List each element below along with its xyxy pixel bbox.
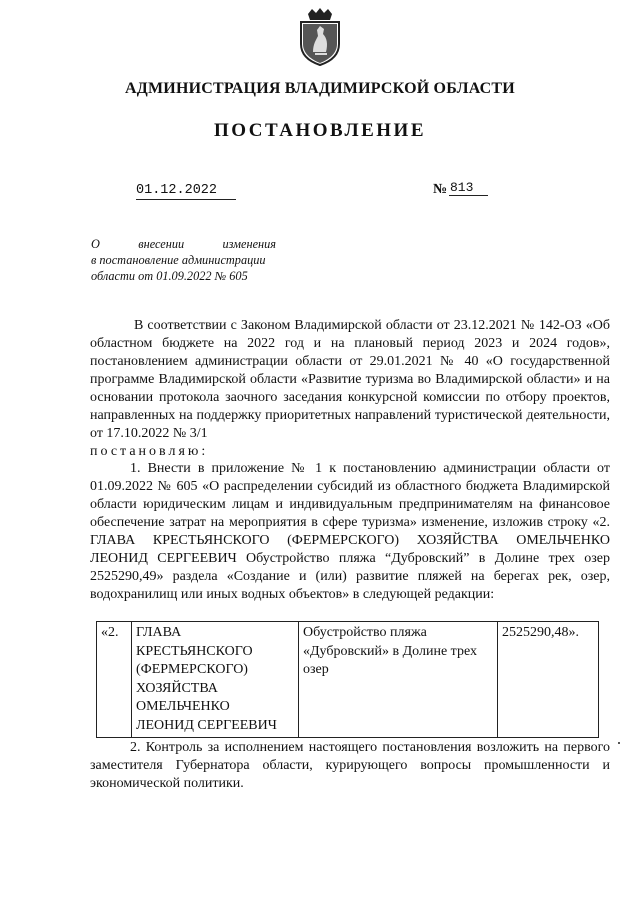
scan-speck [618,742,620,744]
table-row [97,622,599,738]
project-cell: Обустройство пляжа «Дубровский» в Долине трех озер [299,622,498,738]
recipient-line: ЛЕОНИД СЕРГЕЕВИЧ [136,717,277,733]
amendment-table [96,621,599,738]
amount-cell: 2525290,48». [498,622,599,738]
decree-word: постановляю: [90,444,209,459]
coat-of-arms-icon [296,8,344,66]
preamble-block [90,317,610,461]
document-type-title: ПОСТАНОВЛЕНИЕ [213,120,427,141]
recipient-line: КРЕСТЬЯНСКОГО [136,643,253,659]
preamble-paragraph: В соответствии с Законом Владимирской области от 23.12.2021 № 142-ОЗ «Об областном бюджете на 2022 год и на плановый период 2023 и 2024 годов», постановлением администрации области от 29.01.2021 № 40 «О государственной программе Владимирской области «Развитие туризма во Владимирской области» и на основании протокола заочного заседания конкурсной комиссии по отбору проектов, направленных на поддержку приоритетных направлений туристической деятельности, от 17.10.2022 № 3/1 [90,318,610,441]
row-number-cell: «2. [97,622,132,738]
recipient-line: ГЛАВА [136,625,182,640]
document-number: 813 [449,180,488,196]
number-label: № [433,182,448,197]
subject-line-2: в постановление администрации [91,253,266,267]
recipient-line: ХОЗЯЙСТВА [136,680,218,696]
subject-line-3: области от 01.09.2022 № 605 [91,269,248,283]
document-date: 01.12.2022 [136,183,236,200]
item-1-paragraph: 1. Внести в приложение № 1 к постановлению администрации области от 01.09.2022 № 605 «О распределении субсидий из областного бюджета Владимирской области юридическим лицам и индивидуальным предпринимателям на финансовое обеспечение затрат на мероприятия в сфере туризма» изменение, изложив строку «2. ГЛАВА КРЕСТЬЯНСКОГО (ФЕРМЕРСКОГО) ХОЗЯЙСТВА ОМЕЛЬЧЕНКО ЛЕОНИД СЕРГЕЕВИЧ Обустройство пляжа “Дубровский” в Долине трех озер 2525290,49» раздела «Создание и (или) развитие пляжей на берегах рек, озер, водохранилищ или иных водных объектов» в следующей редакции: [90,461,610,602]
recipient-line: (ФЕРМЕРСКОГО) [136,662,248,677]
recipient-line: ОМЕЛЬЧЕНКО [136,699,230,714]
document-subject [91,236,276,284]
recipient-cell [132,622,299,738]
item-2-paragraph: 2. Контроль за исполнением настоящего постановления возложить на первого заместителя Губернатора области, курирующего вопросы промышленности и экономической политики. [90,740,610,791]
organization-title: АДМИНИСТРАЦИЯ ВЛАДИМИРСКОЙ ОБЛАСТИ [125,80,515,97]
subject-line-1: О внесении изменения [91,237,276,251]
